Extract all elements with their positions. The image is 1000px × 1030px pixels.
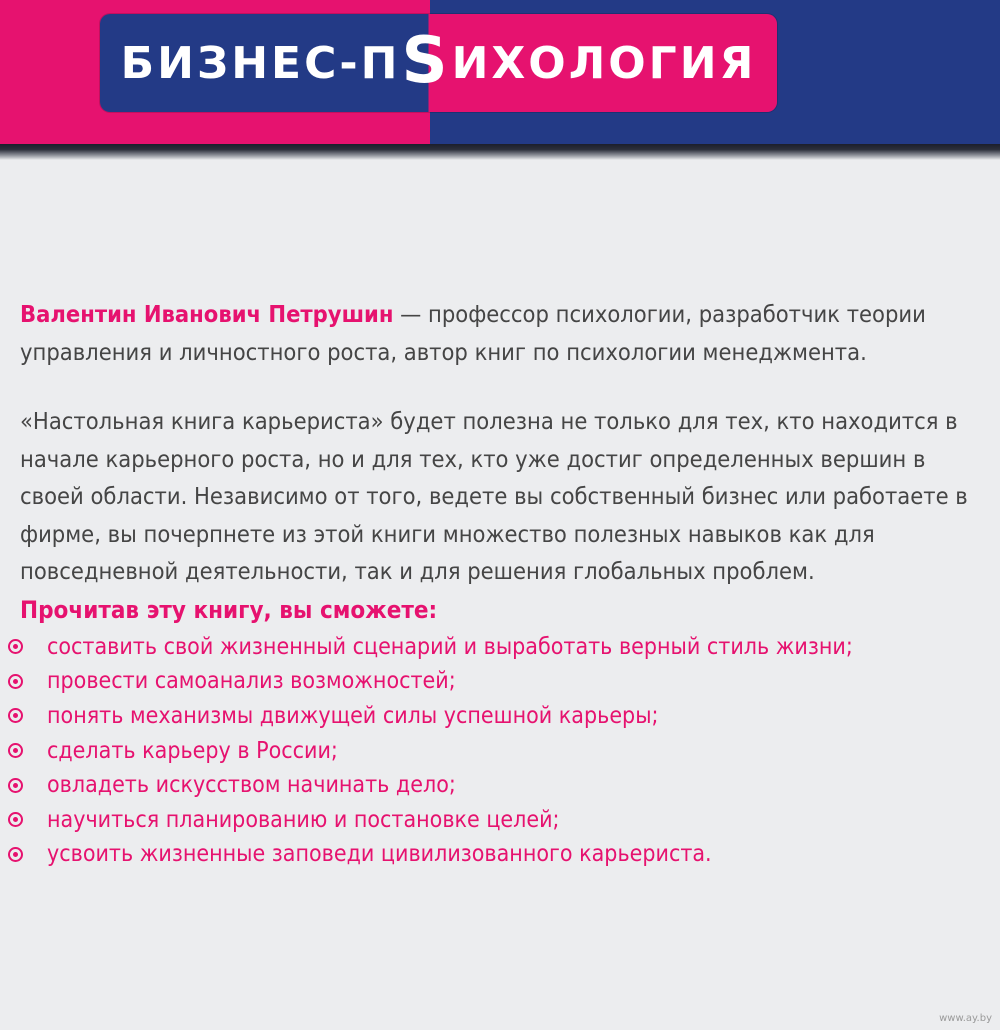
- back-cover-text: [20, 296, 990, 872]
- watermark: www.ay.by: [939, 1013, 992, 1024]
- author-name: Валентин Иванович Петрушин: [20, 300, 394, 328]
- header-band: [0, 0, 1000, 144]
- author-description: — профессор психологии, разработчик теории управления и личностного роста, автор книг по психологии менеджмента.: [20, 300, 926, 366]
- list-item: [8, 630, 990, 665]
- author-paragraph: [20, 296, 990, 371]
- circle-dot-icon: [8, 847, 23, 862]
- book-description: «Настольная книга карьериста» будет полезна не только для тех, кто находится в начале карьерного роста, но и для тех, кто уже достиг определенных вершин в своей области. Независимо от того, ведете вы собственный бизнес или работаете в фирме, вы почерпнете из этой книги множество полезных навыков как для повседневной деятельности, так и для решения глобальных проблем.: [20, 407, 968, 585]
- list-item-text: провести самоанализ возможностей;: [47, 668, 456, 695]
- circle-dot-icon: [8, 639, 23, 654]
- list-item: [8, 699, 990, 734]
- circle-dot-icon: [8, 674, 23, 689]
- list-item-text: научиться планированию и постановке целей;: [47, 806, 560, 833]
- circle-dot-icon: [8, 812, 23, 827]
- list-item-text: составить свой жизненный сценарий и выработать верный стиль жизни;: [47, 633, 853, 660]
- logo-s-letter: S: [401, 24, 451, 98]
- circle-dot-icon: [8, 778, 23, 793]
- list-item-text: овладеть искусством начинать дело;: [47, 772, 456, 799]
- benefits-list: [8, 630, 990, 872]
- list-item: [8, 664, 990, 699]
- benefits-title: Прочитав эту книгу, вы сможете:: [20, 595, 438, 624]
- logo-left-text: БИЗНЕС-П: [120, 37, 401, 89]
- list-item: [8, 802, 990, 837]
- circle-dot-icon: [8, 743, 23, 758]
- circle-dot-icon: [8, 708, 23, 723]
- list-item: [8, 768, 990, 803]
- series-logo: [100, 14, 777, 112]
- list-item-text: сделать карьеру в России;: [47, 737, 338, 764]
- header-shadow: [0, 144, 1000, 160]
- list-item: [8, 837, 990, 872]
- list-item: [8, 733, 990, 768]
- logo-right-text: ИХОЛОГИЯ: [451, 37, 757, 89]
- list-item-text: понять механизмы движущей силы успешной карьеры;: [47, 702, 659, 729]
- list-item-text: усвоить жизненные заповеди цивилизованного карьериста.: [47, 841, 712, 868]
- series-logo-text: [100, 14, 777, 112]
